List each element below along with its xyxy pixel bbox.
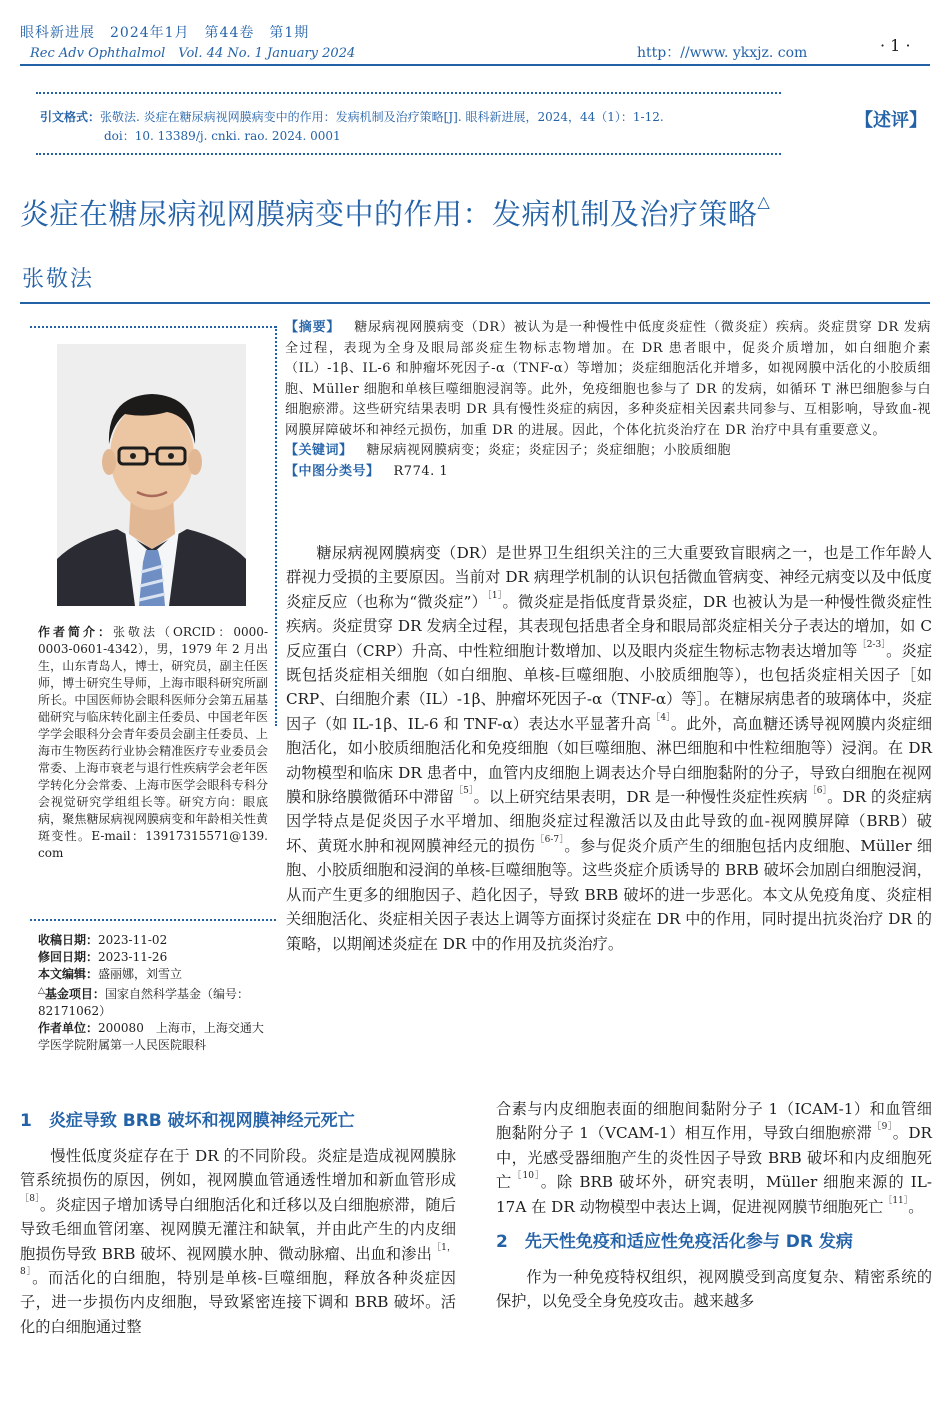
- intro-text-5: 。以上研究结果表明，DR 是一种慢性炎症性疾病: [473, 788, 808, 807]
- intro-text-7: 。参与促炎介质产生的细胞包括内皮细胞、Müller 细胞、小胶质细胞和浸润的单核-巨噬细胞等。这些炎症介质诱导的 BRB 破坏会加剧白细胞浸润，从而产生更多的细胞因子、趋化因子，导致 BRB 破坏的进一步恶化。本文从免疫角度、炎症相关细胞活化、炎症相关因子表达上调等方面探讨炎症在 DR 中的作用，同时提出抗炎治疗 DR 的策略，以期阐述炎症在 DR 中的作用及抗炎治疗。: [286, 836, 933, 953]
- right-paragraph: [496, 1097, 932, 1219]
- bio-text: 张敬法（ORCID：0000-0003-0601-4342），男，1979 年 2 月出生，山东青岛人，博士，研究员，副主任医师，博士研究生导师，上海市眼科研究所副所长。中国医师协会眼科医师分会第五届基础研究与临床转化副主任委员、中国老年医学学会眼科分会青年委员会副主任委员、上海市生物医药行业协会精准医疗专业委员会常委、上海市衰老与退行性疾病学会老年医学转化分会常委、上海市医学会眼科专科分会视觉研究学组组长等。研究方向：眼底病，聚焦糖尿病视网膜病变和年龄相关性黄斑变性。E-mail：13917315571@139. com: [38, 625, 268, 860]
- intro-body: [286, 541, 932, 956]
- revised-date: 2023-11-26: [98, 950, 168, 964]
- author-bio: [38, 624, 268, 862]
- revised-label: 修回日期：: [38, 950, 99, 964]
- r-text-2: 。DR 中，光感受器细胞产生的炎性因子导致 BRB 破坏和内皮细胞死亡: [496, 1124, 932, 1192]
- editor-names: 盛丽娜，刘雪立: [98, 967, 183, 981]
- citation-label: 引文格式：: [40, 110, 101, 124]
- r-text-4: 。: [908, 1197, 924, 1216]
- intro-paragraph: [286, 541, 932, 956]
- ref-10[interactable]: ［10］: [512, 1171, 541, 1182]
- keywords-label: 【关键词】: [285, 443, 353, 458]
- citation-doi[interactable]: doi：10. 13389/j. cnki. rao. 2024. 0001: [104, 129, 341, 143]
- ref-6-7[interactable]: ［6-7］: [535, 834, 565, 845]
- sidebar-right-rule: [275, 326, 277, 726]
- ref-6[interactable]: ［6］: [807, 786, 828, 797]
- author-rule: [20, 302, 930, 304]
- citation-block: [40, 108, 780, 146]
- article-meta: [38, 932, 268, 1054]
- article-author: 张敬法: [22, 267, 95, 292]
- ref-5[interactable]: ［5］: [454, 786, 474, 797]
- affiliation-text: 200080 上海市，上海交通大学医学院附属第一人民医院眼科: [38, 1021, 264, 1052]
- clc-label: 【中图分类号】: [285, 463, 380, 479]
- clc-text: R774. 1: [393, 463, 449, 479]
- s1-text-1: 慢性低度炎症存在于 DR 的不同阶段。炎症是造成视网膜脉管系统损伤的原因，例如，视网膜血管通透性增加和新血管形成: [20, 1147, 456, 1190]
- article-category: 【述评】: [855, 110, 927, 131]
- fund-label: 基金项目：: [44, 987, 105, 1001]
- ref-11[interactable]: ［11］: [883, 1195, 909, 1206]
- intro-text-6: 。DR 的炎症病因学特点是促炎因子水平增加、细胞炎症过程激活以及由此导致的血-视网膜屏障（BRB）破坏、黄斑水肿和视网膜神经元的损伤: [286, 788, 932, 855]
- abstract-block: [285, 318, 931, 482]
- citation-top-rule: [36, 92, 781, 94]
- affiliation-label: 作者单位：: [38, 1021, 99, 1035]
- journal-header-en: Rec Adv Ophthalmol Vol. 44 No. 1 January 2024: [30, 46, 356, 61]
- keywords-text: 糖尿病视网膜病变；炎症；炎症因子；炎症细胞；小胶质细胞: [366, 443, 732, 458]
- received-label: 收稿日期：: [38, 933, 99, 947]
- fund-mark: △: [38, 986, 45, 996]
- header-rule: [20, 64, 930, 66]
- received-date: 2023-11-02: [98, 933, 168, 947]
- section-2-heading: 2 先天性免疫和适应性免疫活化参与 DR 发病: [496, 1232, 853, 1253]
- intro-text-2: 。微炎症是指低度背景炎症，DR 也被认为是一种慢性微炎症性疾病。炎症贯穿 DR 发病全过程，其表现包括患者全身和眼局部炎症相关分子表达的增加，如 C 反应蛋白（CRP）升高、中性粒细胞计数增加、以及眼内炎症生物标志物表达增加等: [286, 592, 932, 660]
- section-1-paragraph: [20, 1144, 456, 1339]
- page-number: · 1 ·: [880, 36, 911, 55]
- ref-8[interactable]: ［8］: [20, 1193, 40, 1204]
- abstract-text: 糖尿病视网膜病变（DR）被认为是一种慢性中低度炎症性（微炎症）疾病。炎症贯穿 DR 发病全过程，表现为全身及眼局部炎症生物标志物增加。在 DR 患者眼中，促炎介质增加，如白细胞介素（IL）-1β、IL-6 和肿瘤坏死因子-α（TNF-α）等增加；炎症细胞活化并增多，如视网膜中活化的小胶质细胞、Müller 细胞和单核巨噬细胞浸润等。此外，免疫细胞也参与了 DR 的发病，如循环 T 淋巴细胞参与白细胞瘀滞。这些研究结果表明 DR 具有慢性炎症的病因，多种炎症相关因素共同参与、互相影响，导致血-视网膜屏障破坏和神经元损伤，加重 DR 的进展。因此，个体化抗炎治疗在 DR 治疗中具有重要意义。: [285, 320, 931, 438]
- citation-bottom-rule: [36, 153, 781, 155]
- abstract-label: 【摘要】: [285, 320, 341, 335]
- r-text-1: 合素与内皮细胞表面的细胞间黏附分子 1（ICAM-1）和血管细胞黏附分子 1（VCAM-1）相互作用，导致白细胞瘀滞: [496, 1100, 932, 1143]
- intro-text-1: 糖尿病视网膜病变（DR）是世界卫生组织关注的三大重要致盲眼病之一，也是工作年龄人群视力受损的主要原因。当前对 DR 病理学机制的认识包括微血管病变、神经元病变以及中低度炎症反应（也称为“微炎症”）: [286, 544, 932, 611]
- s1-text-2: 。炎症因子增加诱导白细胞活化和迁移以及白细胞瘀滞，随后导致毛细血管闭塞、视网膜无灌注和缺氧，并由此产生的内皮细胞损伤导致 BRB 破坏、视网膜水肿、微动脉瘤、出血和渗出: [20, 1195, 456, 1263]
- section-1-heading: 1 炎症导致 BRB 破坏和视网膜神经元死亡: [20, 1111, 355, 1131]
- bio-label: 作者简介：: [38, 625, 113, 639]
- ref-2-3[interactable]: ［2-3］: [857, 639, 887, 650]
- journal-url[interactable]: http：//www. ykxjz. com: [637, 45, 808, 61]
- title-fund-mark: △: [757, 192, 771, 211]
- author-photo: [57, 344, 246, 606]
- ref-1-8[interactable]: ［1，8］: [20, 1242, 456, 1278]
- ref-4[interactable]: ［4］: [651, 712, 671, 723]
- right-column: [496, 1097, 932, 1314]
- sidebar-top-rule: [30, 326, 276, 328]
- section-2-paragraph: 作为一种免疫特权组织，视网膜受到高度复杂、精密系统的保护，以免受全身免疫攻击。越来越多: [496, 1268, 932, 1311]
- journal-header-cn: 眼科新进展 2024年1月 第44卷 第1期: [20, 25, 310, 41]
- r-text-3: 。除 BRB 破坏外，研究表明，Müller 细胞来源的 IL-17A 在 DR 动物模型中表达上调，促进视网膜节细胞死亡: [496, 1173, 933, 1216]
- citation-text: 张敬法. 炎症在糖尿病视网膜病变中的作用：发病机制及治疗策略[J]. 眼科新进展，2024，44（1）：1-12.: [100, 110, 664, 124]
- left-column: [20, 1108, 456, 1339]
- intro-text-4: 。此外，高血糖还诱导视网膜内炎症细胞活化，如小胶质细胞活化和免疫细胞（如巨噬细胞、淋巴细胞和中性粒细胞等）浸润。在 DR 动物模型和临床 DR 患者中，血管内皮细胞上调表达介导白细胞黏附的分子，导致白细胞在视网膜和脉络膜微循环中滞留: [286, 714, 933, 807]
- author-portrait-figure: [57, 344, 246, 606]
- intro-text-3: 。炎症既包括炎症相关细胞（如白细胞、单核-巨噬细胞、小胶质细胞等），也包括炎症相关因子［如 CRP、白细胞介素（IL）-1β、肿瘤坏死因子-α（TNF-α）等］。在糖尿病患者的玻璃体中，炎症因子（如 IL-1β、IL-6 和 TNF-α）表达水平显著升高: [286, 641, 933, 733]
- article-title: [20, 192, 770, 233]
- editor-label: 本文编辑：: [38, 967, 99, 981]
- ref-9[interactable]: ［9］: [872, 1122, 893, 1133]
- ref-1[interactable]: ［1］: [487, 590, 503, 601]
- fund-text: 国家自然科学基金（编号：82171062）: [38, 987, 249, 1018]
- s1-text-3: 。而活化的白细胞，特别是单核-巨噬细胞，释放各种炎症因子，进一步损伤内皮细胞，导致紧密连接下调和 BRB 破坏。活化的白细胞通过整: [20, 1269, 456, 1336]
- sidebar-bottom-rule: [30, 919, 276, 921]
- article-title-text: 炎症在糖尿病视网膜病变中的作用：发病机制及治疗策略: [20, 197, 758, 231]
